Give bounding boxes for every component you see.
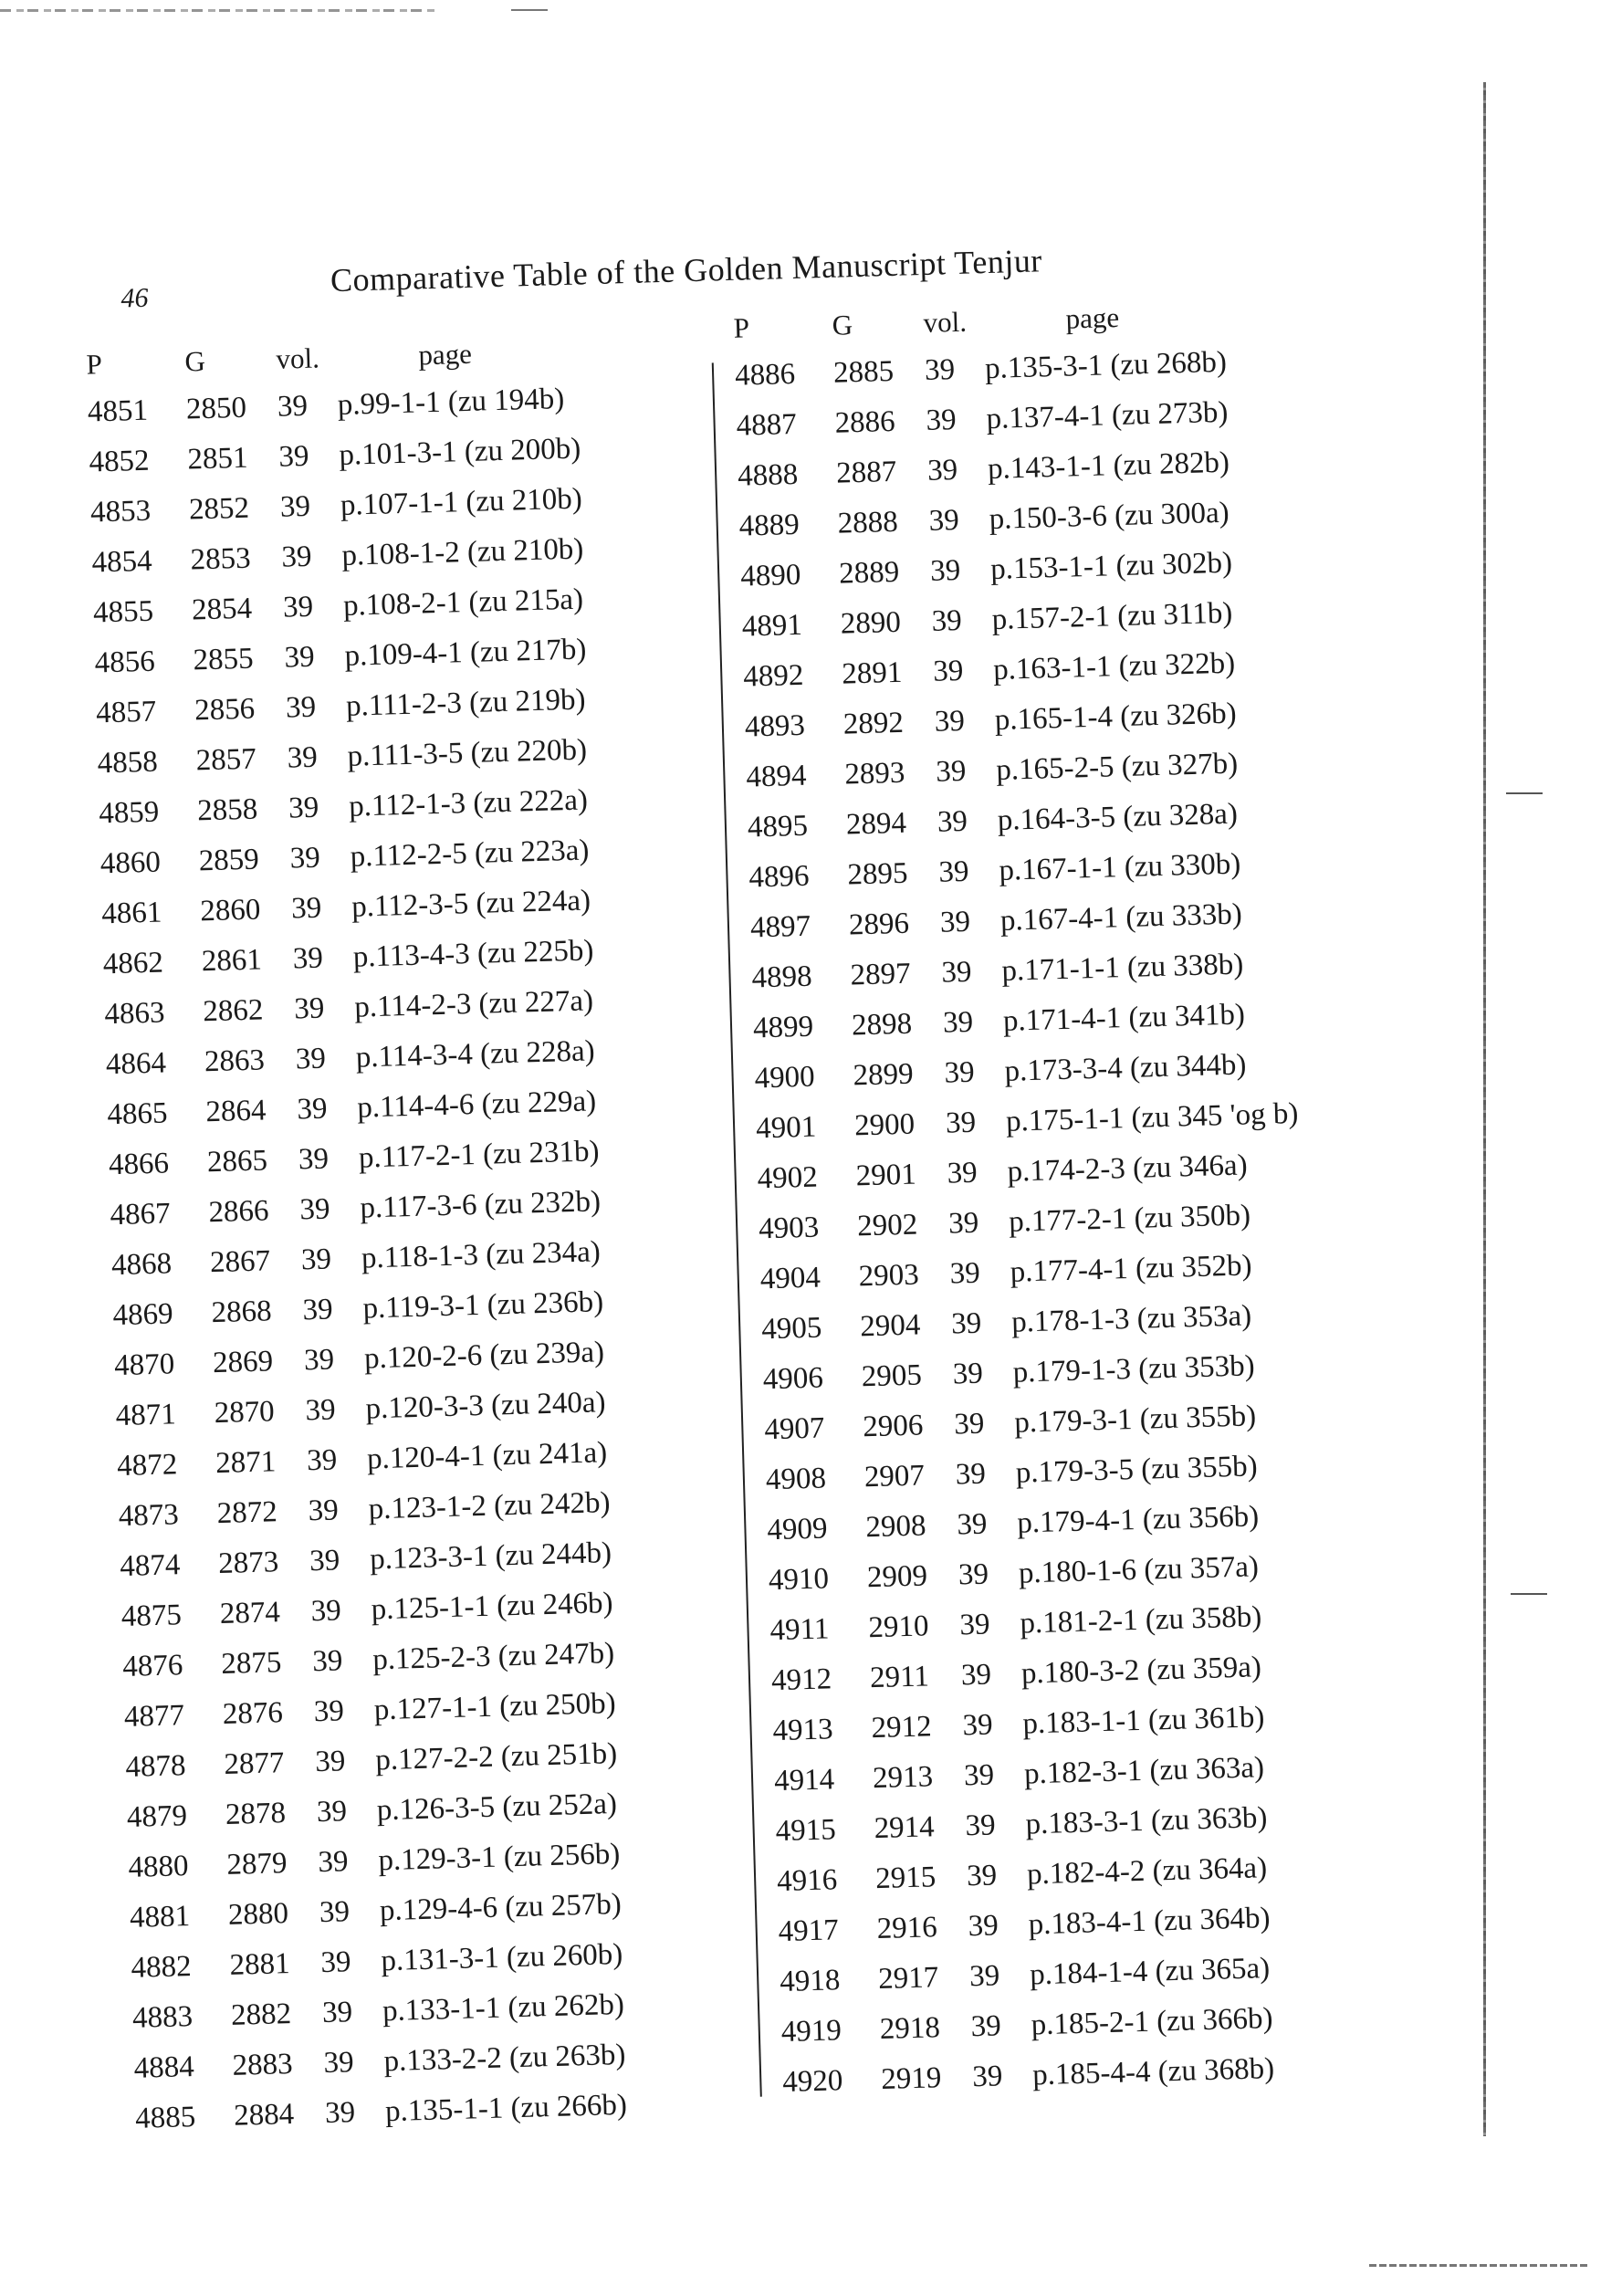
cell-page: p.173-3-4 (zu 344b) xyxy=(1004,1048,1247,1088)
scan-artifact-bottom xyxy=(1369,2264,1588,2267)
cell-p: 4920 xyxy=(781,2064,843,2100)
cell-vol: 39 xyxy=(279,489,311,524)
cell-vol: 39 xyxy=(319,1895,351,1930)
cell-g: 2896 xyxy=(848,907,910,942)
cell-p: 4860 xyxy=(99,845,162,881)
header-g: G xyxy=(832,309,853,341)
header-vol: vol. xyxy=(275,341,320,375)
cell-g: 2904 xyxy=(859,1308,921,1344)
cell-p: 4882 xyxy=(131,1950,193,1985)
cell-g: 2854 xyxy=(191,592,253,627)
cell-vol: 39 xyxy=(931,603,963,638)
cell-vol: 39 xyxy=(303,1343,335,1378)
cell-vol: 39 xyxy=(939,905,971,939)
cell-p: 4861 xyxy=(100,896,162,931)
cell-g: 2915 xyxy=(874,1861,937,1896)
cell-g: 2874 xyxy=(219,1596,281,1631)
cell-p: 4852 xyxy=(89,444,151,479)
scan-page-edge xyxy=(1483,82,1486,2136)
cell-vol: 39 xyxy=(277,389,309,424)
cell-page: p.119-3-1 (zu 236b) xyxy=(362,1285,604,1326)
cell-page: p.133-1-1 (zu 262b) xyxy=(382,1987,625,2029)
scan-edge-mark xyxy=(1506,792,1543,794)
cell-p: 4869 xyxy=(112,1297,174,1333)
cell-vol: 39 xyxy=(295,1042,327,1076)
cell-page: p.178-1-3 (zu 353a) xyxy=(1010,1299,1252,1339)
cell-g: 2877 xyxy=(223,1746,285,1781)
cell-page: p.114-4-6 (zu 229a) xyxy=(356,1085,597,1125)
cell-page: p.167-4-1 (zu 333b) xyxy=(999,897,1243,938)
cell-page: p.120-3-3 (zu 240a) xyxy=(365,1386,607,1426)
cell-g: 2916 xyxy=(876,1911,938,1946)
cell-vol: 39 xyxy=(316,1795,348,1829)
cell-page: p.163-1-1 (zu 322b) xyxy=(992,646,1236,687)
cell-p: 4887 xyxy=(736,407,798,443)
cell-vol: 39 xyxy=(934,704,966,739)
cell-p: 4856 xyxy=(94,645,156,680)
cell-vol: 39 xyxy=(947,1156,978,1190)
cell-p: 4873 xyxy=(118,1498,180,1534)
cell-p: 4871 xyxy=(115,1398,177,1433)
cell-g: 2891 xyxy=(841,655,903,691)
page-number: 46 xyxy=(120,282,149,314)
cell-page: p.171-1-1 (zu 338b) xyxy=(1000,948,1244,988)
cell-page: p.165-1-4 (zu 326b) xyxy=(994,697,1238,737)
cell-p: 4884 xyxy=(133,2050,195,2085)
cell-page: p.180-1-6 (zu 357a) xyxy=(1018,1550,1260,1590)
cell-vol: 39 xyxy=(949,1256,981,1291)
cell-p: 4911 xyxy=(769,1612,830,1648)
cell-page: p.101-3-1 (zu 200b) xyxy=(338,432,581,472)
cell-vol: 39 xyxy=(968,1959,1000,1994)
cell-p: 4876 xyxy=(121,1649,183,1684)
cell-page: p.183-3-1 (zu 363b) xyxy=(1025,1801,1268,1841)
cell-page: p.131-3-1 (zu 260b) xyxy=(381,1937,623,1978)
cell-page: p.120-4-1 (zu 241a) xyxy=(366,1436,608,1476)
cell-p: 4883 xyxy=(131,2000,194,2035)
cell-page: p.113-4-3 (zu 225b) xyxy=(352,934,594,974)
cell-g: 2870 xyxy=(214,1395,276,1431)
table-left-column xyxy=(86,332,715,2153)
cell-page: p.181-2-1 (zu 358b) xyxy=(1019,1600,1262,1641)
cell-g: 2908 xyxy=(864,1509,926,1545)
cell-vol: 39 xyxy=(305,1393,337,1428)
cell-p: 4885 xyxy=(134,2100,196,2135)
cell-page: p.108-1-2 (zu 210b) xyxy=(341,532,584,572)
cell-page: p.123-3-1 (zu 244b) xyxy=(369,1536,612,1577)
cell-p: 4890 xyxy=(739,558,801,593)
cell-page: p.167-1-1 (zu 330b) xyxy=(998,847,1241,887)
table-right-column xyxy=(733,296,1362,2116)
cell-p: 4908 xyxy=(765,1462,827,1497)
cell-p: 4914 xyxy=(773,1763,835,1798)
cell-g: 2856 xyxy=(194,692,256,728)
cell-g: 2863 xyxy=(204,1043,266,1079)
cell-vol: 39 xyxy=(314,1745,346,1779)
cell-vol: 39 xyxy=(300,1242,332,1277)
cell-page: p.150-3-6 (zu 300a) xyxy=(989,496,1230,537)
scan-edge-mark xyxy=(1511,1593,1547,1595)
cell-page: p.117-3-6 (zu 232b) xyxy=(359,1185,602,1225)
cell-vol: 39 xyxy=(945,1106,977,1140)
cell-page: p.182-4-2 (zu 364a) xyxy=(1026,1851,1268,1892)
cell-page: p.112-3-5 (zu 224a) xyxy=(351,884,591,924)
cell-p: 4866 xyxy=(108,1147,170,1182)
cell-page: p.112-1-3 (zu 222a) xyxy=(348,783,589,823)
cell-p: 4857 xyxy=(95,695,157,730)
cell-page: p.180-3-2 (zu 359a) xyxy=(1020,1651,1262,1691)
cell-page: p.182-3-1 (zu 363a) xyxy=(1023,1751,1265,1791)
cell-g: 2906 xyxy=(862,1409,924,1444)
cell-g: 2872 xyxy=(216,1495,278,1531)
cell-page: p.174-2-3 (zu 346a) xyxy=(1007,1148,1249,1189)
cell-g: 2871 xyxy=(215,1445,277,1481)
cell-page: p.117-2-1 (zu 231b) xyxy=(358,1135,600,1175)
cell-p: 4906 xyxy=(762,1361,824,1397)
cell-page: p.114-2-3 (zu 227a) xyxy=(353,984,594,1024)
cell-page: p.157-2-1 (zu 311b) xyxy=(991,596,1233,636)
header-page: page xyxy=(1065,300,1120,335)
table-body-left xyxy=(88,380,716,2153)
cell-vol: 39 xyxy=(950,1306,982,1341)
cell-page: p.179-3-5 (zu 355b) xyxy=(1015,1450,1259,1490)
cell-g: 2851 xyxy=(186,441,248,477)
cell-p: 4904 xyxy=(759,1261,821,1296)
cell-g: 2910 xyxy=(868,1609,929,1645)
cell-page: p.129-3-1 (zu 256b) xyxy=(377,1837,621,1878)
cell-page: p.165-2-5 (zu 327b) xyxy=(995,747,1239,787)
cell-g: 2897 xyxy=(850,957,912,992)
cell-g: 2889 xyxy=(838,555,900,591)
cell-p: 4879 xyxy=(126,1799,188,1834)
cell-g: 2907 xyxy=(863,1459,926,1494)
cell-page: p.123-1-2 (zu 242b) xyxy=(368,1486,611,1526)
cell-g: 2887 xyxy=(835,455,897,490)
cell-vol: 39 xyxy=(324,2096,356,2131)
cell-p: 4896 xyxy=(748,859,811,895)
cell-vol: 39 xyxy=(960,1658,992,1693)
cell-p: 4893 xyxy=(744,708,806,744)
cell-p: 4881 xyxy=(129,1900,191,1934)
cell-g: 2850 xyxy=(185,391,247,426)
cell-vol: 39 xyxy=(970,2009,1002,2044)
cell-p: 4867 xyxy=(110,1197,172,1232)
cell-vol: 39 xyxy=(313,1694,345,1729)
cell-p: 4895 xyxy=(747,809,809,844)
cell-vol: 39 xyxy=(320,1945,352,1980)
cell-p: 4901 xyxy=(755,1110,817,1146)
cell-page: p.127-1-1 (zu 250b) xyxy=(373,1686,617,1727)
cell-vol: 39 xyxy=(942,1005,974,1040)
cell-vol: 39 xyxy=(941,955,973,990)
cell-page: p.111-3-5 (zu 220b) xyxy=(347,733,588,773)
cell-g: 2878 xyxy=(225,1797,287,1831)
cell-vol: 39 xyxy=(277,439,309,474)
cell-vol: 39 xyxy=(932,654,964,688)
cell-g: 2855 xyxy=(193,642,255,677)
cell-g: 2890 xyxy=(840,605,902,641)
cell-g: 2905 xyxy=(861,1358,923,1394)
cell-g: 2883 xyxy=(232,2048,294,2082)
cell-page: p.183-1-1 (zu 361b) xyxy=(1022,1701,1265,1741)
cell-vol: 39 xyxy=(298,1192,330,1227)
cell-page: p.185-2-1 (zu 366b) xyxy=(1031,2001,1273,2042)
cell-vol: 39 xyxy=(966,1859,998,1893)
cell-g: 2914 xyxy=(874,1810,936,1846)
cell-p: 4910 xyxy=(768,1562,830,1598)
table-body-right xyxy=(735,343,1363,2116)
cell-page: p.179-3-1 (zu 355b) xyxy=(1013,1400,1257,1440)
cell-p: 4912 xyxy=(770,1662,832,1698)
cell-vol: 39 xyxy=(296,1092,328,1127)
cell-p: 4864 xyxy=(105,1046,167,1082)
cell-vol: 39 xyxy=(957,1557,989,1592)
cell-vol: 39 xyxy=(287,740,319,775)
cell-p: 4889 xyxy=(738,508,800,543)
cell-g: 2919 xyxy=(880,2061,942,2096)
cell-vol: 39 xyxy=(298,1142,330,1177)
cell-p: 4919 xyxy=(780,2014,842,2050)
cell-p: 4907 xyxy=(763,1411,825,1447)
cell-p: 4855 xyxy=(92,594,154,630)
cell-vol: 39 xyxy=(284,640,316,675)
cell-g: 2893 xyxy=(843,756,905,792)
cell-g: 2873 xyxy=(217,1546,279,1581)
cell-page: p.107-1-1 (zu 210b) xyxy=(340,482,583,522)
cell-p: 4897 xyxy=(749,909,811,945)
cell-g: 2862 xyxy=(202,993,264,1029)
cell-vol: 39 xyxy=(289,841,321,875)
cell-g: 2913 xyxy=(872,1760,934,1796)
cell-page: p.177-4-1 (zu 352b) xyxy=(1010,1249,1252,1289)
cell-g: 2894 xyxy=(845,806,907,842)
page-title: Comparative Table of the Golden Manuscript Tenjur xyxy=(330,242,1043,299)
cell-g: 2882 xyxy=(230,1997,292,2032)
cell-page: p.135-3-1 (zu 268b) xyxy=(984,345,1228,386)
cell-g: 2898 xyxy=(851,1007,913,1043)
cell-g: 2885 xyxy=(832,354,895,390)
cell-g: 2903 xyxy=(858,1258,920,1294)
cell-page: p.179-4-1 (zu 356b) xyxy=(1016,1500,1260,1540)
cell-p: 4868 xyxy=(110,1247,173,1283)
cell-p: 4859 xyxy=(98,795,160,831)
cell-page: p.120-2-6 (zu 239a) xyxy=(363,1336,605,1376)
cell-p: 4899 xyxy=(752,1010,814,1045)
cell-vol: 39 xyxy=(926,403,957,437)
header-g: G xyxy=(184,344,206,378)
cell-p: 4875 xyxy=(120,1599,183,1634)
cell-p: 4872 xyxy=(116,1448,178,1483)
cell-g: 2880 xyxy=(227,1897,289,1932)
cell-vol: 39 xyxy=(971,2060,1003,2094)
cell-vol: 39 xyxy=(935,754,967,789)
cell-page: p.137-4-1 (zu 273b) xyxy=(986,395,1229,436)
cell-page: p.129-4-6 (zu 257b) xyxy=(379,1887,623,1928)
cell-page: p.153-1-1 (zu 302b) xyxy=(989,546,1233,586)
cell-page: p.183-4-1 (zu 364b) xyxy=(1028,1902,1271,1942)
cell-vol: 39 xyxy=(937,804,968,839)
cell-p: 4918 xyxy=(779,1964,841,1999)
cell-page: p.177-2-1 (zu 350b) xyxy=(1008,1199,1251,1239)
cell-vol: 39 xyxy=(308,1494,340,1528)
header-p: P xyxy=(86,348,103,381)
cell-g: 2859 xyxy=(198,843,260,878)
header-p: P xyxy=(733,311,750,344)
cell-vol: 39 xyxy=(317,1845,349,1880)
cell-g: 2909 xyxy=(866,1559,928,1595)
cell-vol: 39 xyxy=(310,1594,342,1629)
cell-page: p.127-2-2 (zu 251b) xyxy=(374,1736,618,1777)
cell-vol: 39 xyxy=(309,1544,340,1578)
cell-p: 4916 xyxy=(776,1863,838,1899)
cell-page: p.112-2-5 (zu 223a) xyxy=(350,833,590,874)
cell-g: 2899 xyxy=(853,1057,915,1093)
cell-g: 2879 xyxy=(225,1847,288,1882)
cell-page: p.184-1-4 (zu 365a) xyxy=(1029,1952,1271,1992)
cell-vol: 39 xyxy=(292,941,324,976)
cell-g: 2858 xyxy=(196,792,258,828)
cell-vol: 39 xyxy=(928,503,960,538)
cell-g: 2852 xyxy=(188,491,250,527)
cell-g: 2917 xyxy=(877,1961,939,1997)
cell-g: 2857 xyxy=(195,742,257,778)
cell-g: 2868 xyxy=(211,1295,273,1330)
cell-vol: 39 xyxy=(323,2046,355,2081)
cell-p: 4865 xyxy=(107,1096,168,1132)
cell-page: p.99-1-1 (zu 194b) xyxy=(337,382,565,422)
cell-vol: 39 xyxy=(924,353,956,387)
cell-g: 2875 xyxy=(220,1646,282,1682)
cell-vol: 39 xyxy=(956,1507,988,1542)
cell-page: p.126-3-5 (zu 252a) xyxy=(376,1787,618,1828)
cell-p: 4898 xyxy=(751,959,813,995)
cell-g: 2911 xyxy=(869,1660,930,1695)
cell-p: 4915 xyxy=(775,1813,837,1849)
cell-g: 2888 xyxy=(837,505,899,540)
cell-p: 4878 xyxy=(124,1749,186,1784)
cell-page: p.133-2-2 (zu 263b) xyxy=(383,2038,626,2079)
cell-vol: 39 xyxy=(293,991,325,1026)
cell-p: 4870 xyxy=(113,1347,175,1383)
cell-g: 2918 xyxy=(879,2011,941,2047)
cell-g: 2881 xyxy=(229,1947,291,1982)
cell-p: 4877 xyxy=(123,1699,185,1734)
cell-p: 4891 xyxy=(741,608,803,644)
header-page: page xyxy=(417,337,473,372)
cell-p: 4880 xyxy=(128,1850,190,1884)
cell-p: 4858 xyxy=(97,745,159,781)
cell-vol: 39 xyxy=(306,1443,338,1478)
cell-p: 4894 xyxy=(745,759,807,794)
cell-g: 2861 xyxy=(201,943,263,979)
cell-g: 2892 xyxy=(842,706,905,741)
cell-p: 4900 xyxy=(754,1060,816,1096)
cell-g: 2884 xyxy=(233,2097,295,2133)
cell-vol: 39 xyxy=(282,590,314,624)
cell-page: p.143-1-1 (zu 282b) xyxy=(987,446,1230,487)
cell-g: 2902 xyxy=(856,1208,918,1243)
cell-g: 2860 xyxy=(199,893,261,928)
cell-p: 4851 xyxy=(87,393,149,429)
cell-vol: 39 xyxy=(955,1457,987,1492)
cell-page: p.125-2-3 (zu 247b) xyxy=(371,1636,615,1677)
cell-g: 2895 xyxy=(846,856,908,892)
cell-page: p.171-4-1 (zu 341b) xyxy=(1002,998,1246,1038)
cell-p: 4913 xyxy=(772,1713,834,1748)
cell-page: p.135-1-1 (zu 266b) xyxy=(384,2088,628,2129)
cell-g: 2865 xyxy=(206,1144,268,1179)
cell-page: p.109-4-1 (zu 217b) xyxy=(344,633,587,673)
cell-vol: 39 xyxy=(958,1608,990,1642)
cell-vol: 39 xyxy=(285,690,317,725)
cell-page: p.179-1-3 (zu 353b) xyxy=(1012,1349,1256,1389)
cell-vol: 39 xyxy=(963,1758,995,1793)
header-vol: vol. xyxy=(923,305,968,339)
cell-p: 4909 xyxy=(766,1512,828,1547)
cell-page: p.111-2-3 (zu 219b) xyxy=(345,683,586,723)
cell-p: 4905 xyxy=(760,1311,822,1347)
cell-vol: 39 xyxy=(281,540,313,574)
cell-p: 4854 xyxy=(91,544,153,580)
cell-g: 2876 xyxy=(222,1696,284,1731)
cell-p: 4892 xyxy=(742,658,804,694)
cell-p: 4902 xyxy=(757,1160,819,1196)
cell-vol: 39 xyxy=(965,1808,997,1843)
cell-p: 4886 xyxy=(734,357,796,393)
cell-g: 2912 xyxy=(871,1710,933,1746)
cell-page: p.114-3-4 (zu 228a) xyxy=(355,1034,596,1075)
cell-vol: 39 xyxy=(937,854,969,889)
cell-vol: 39 xyxy=(321,1996,353,2030)
cell-vol: 39 xyxy=(962,1708,994,1743)
cell-page: p.175-1-1 (zu 345 'og b) xyxy=(1005,1096,1299,1138)
cell-vol: 39 xyxy=(929,553,961,588)
cell-vol: 39 xyxy=(953,1407,985,1442)
cell-p: 4853 xyxy=(89,494,152,529)
cell-g: 2901 xyxy=(855,1158,917,1193)
cell-vol: 39 xyxy=(302,1293,334,1327)
cell-vol: 39 xyxy=(311,1644,343,1679)
cell-p: 4874 xyxy=(119,1548,181,1584)
cell-p: 4917 xyxy=(778,1913,840,1949)
cell-g: 2886 xyxy=(834,404,896,440)
cell-vol: 39 xyxy=(944,1055,976,1090)
cell-page: p.118-1-3 (zu 234a) xyxy=(361,1235,602,1275)
cell-g: 2864 xyxy=(204,1094,267,1129)
cell-p: 4863 xyxy=(103,996,165,1032)
cell-vol: 39 xyxy=(947,1206,979,1241)
cell-vol: 39 xyxy=(926,453,958,488)
cell-g: 2853 xyxy=(190,541,252,577)
cell-vol: 39 xyxy=(290,891,322,926)
cell-g: 2900 xyxy=(853,1107,916,1143)
cell-vol: 39 xyxy=(288,791,319,825)
cell-page: p.185-4-4 (zu 368b) xyxy=(1031,2051,1275,2092)
cell-g: 2867 xyxy=(209,1244,271,1280)
cell-page: p.108-2-1 (zu 215a) xyxy=(342,582,584,623)
cell-g: 2866 xyxy=(208,1194,270,1230)
cell-p: 4862 xyxy=(102,946,164,981)
cell-page: p.164-3-5 (zu 328a) xyxy=(997,797,1239,837)
cell-page: p.125-1-1 (zu 246b) xyxy=(371,1587,614,1627)
cell-g: 2869 xyxy=(212,1345,274,1380)
cell-p: 4903 xyxy=(758,1211,820,1246)
cell-p: 4888 xyxy=(737,457,799,493)
cell-vol: 39 xyxy=(968,1909,999,1944)
cell-vol: 39 xyxy=(952,1357,984,1391)
